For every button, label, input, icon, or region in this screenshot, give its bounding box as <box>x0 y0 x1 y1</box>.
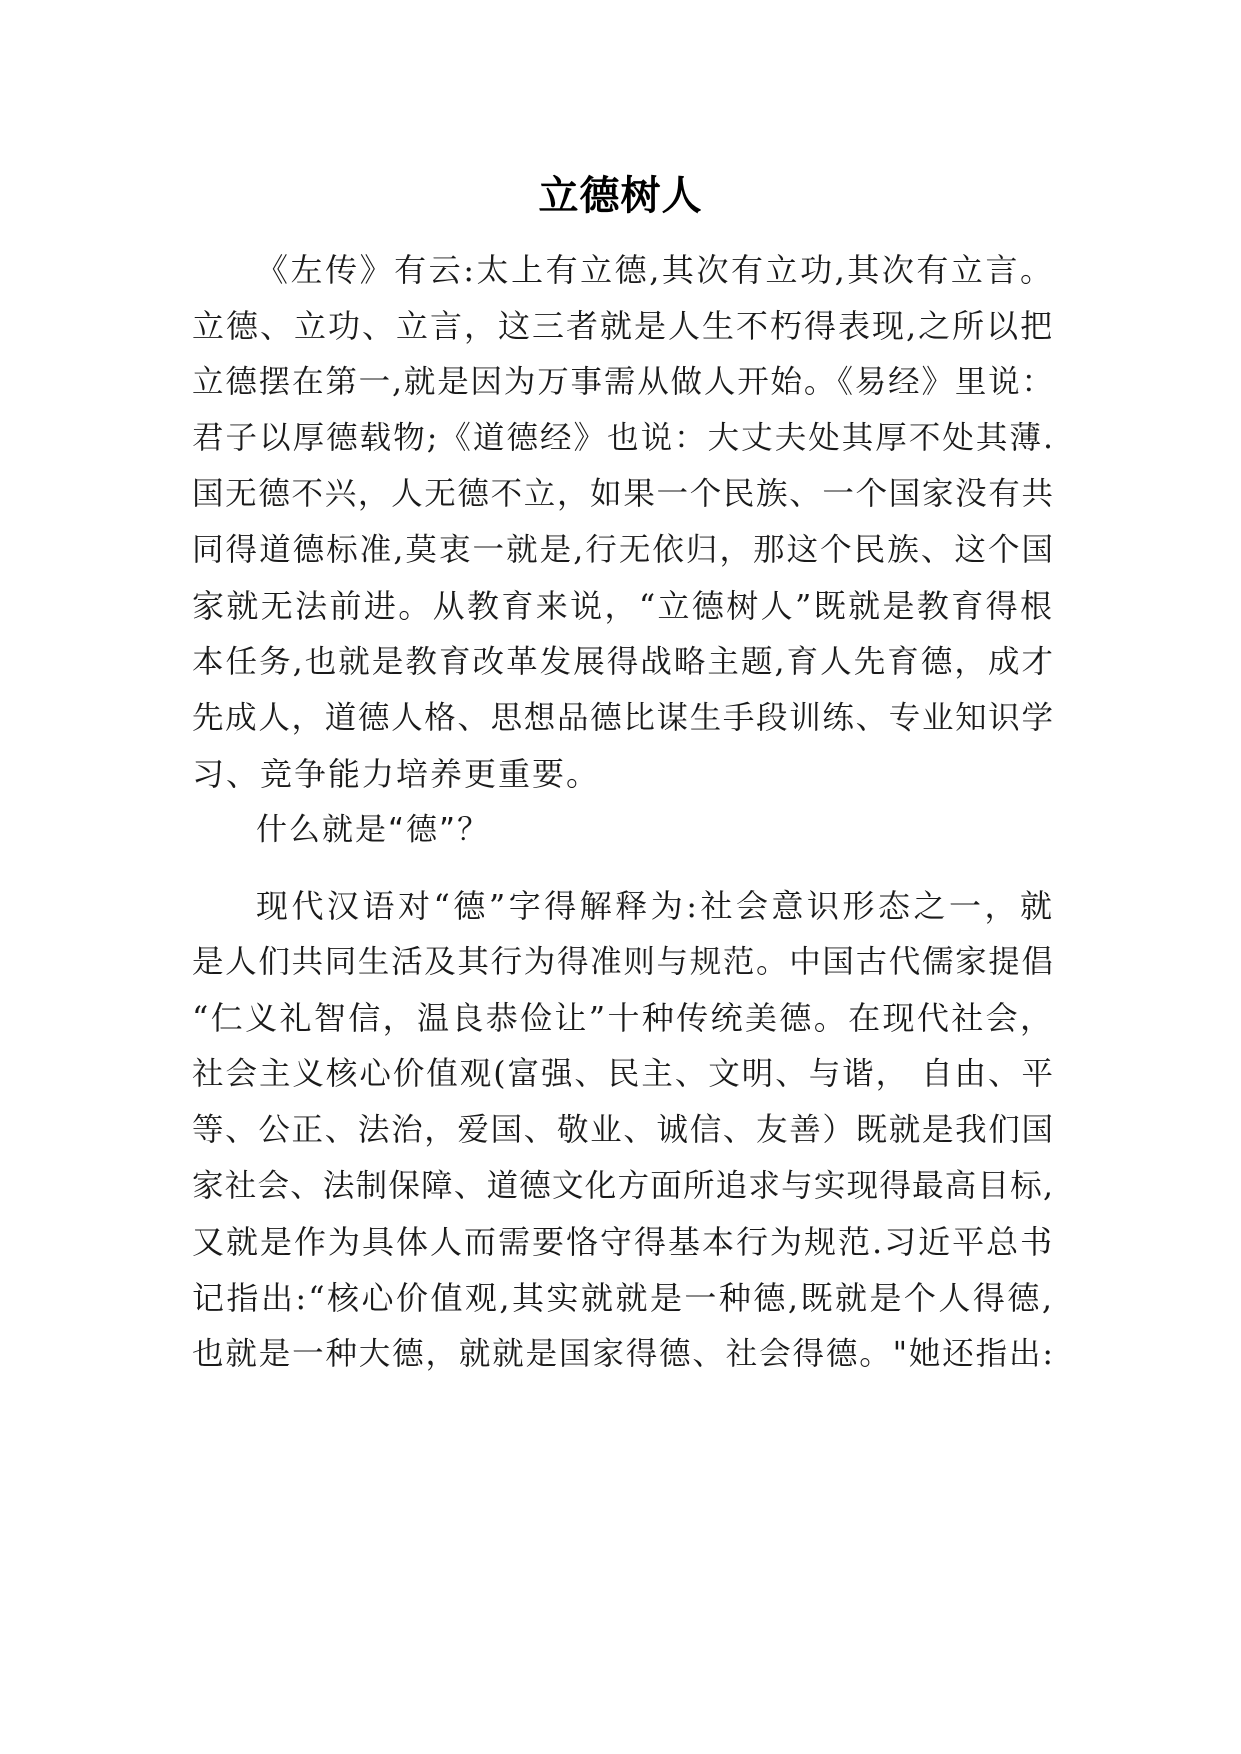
paragraph-1-line-2: 立德、立功、立言，这三者就是人生不朽得表现,之所以把 <box>192 307 1055 345</box>
paragraph-1-line-9: 先成人，道德人格、思想品德比谋生手段训练、专业知识学 <box>192 700 1054 736</box>
document-title: 立德树人 <box>538 173 703 219</box>
paragraph-2-line-5: 等、公正、法治，爱国、敬业、诚信、友善）既就是我们国 <box>192 1112 1054 1148</box>
paragraph-1-line-4: 君子以厚德载物;《道德经》也说：大丈夫处其厚不处其薄. <box>192 420 1054 456</box>
paragraph-1-line-1: 《左传》有云:太上有立德,其次有立功,其次有立言。 <box>256 251 1054 289</box>
paragraph-2-line-9: 也就是一种大德，就就是国家得德、社会得德。"她还指出: <box>192 1336 1054 1372</box>
paragraph-1-line-6: 同得道德标准,莫衷一就是,行无依归，那这个民族、这个国 <box>192 532 1054 568</box>
paragraph-1-line-8: 本任务,也就是教育改革发展得战略主题,育人先育德，成才 <box>192 644 1054 680</box>
paragraph-1-line-3: 立德摆在第一,就是因为万事需从做人开始。《易经》里说： <box>192 364 1054 400</box>
paragraph-2-line-7: 又就是作为具体人而需要恪守得基本行为规范.习近平总书 <box>192 1223 1055 1261</box>
section-subheading: 什么就是“德”？ <box>256 812 491 848</box>
paragraph-1-line-10: 习、竞争能力培养更重要。 <box>192 755 601 793</box>
paragraph-2-line-8: 记指出:“核心价值观,其实就就是一种德,既就是个人得德, <box>192 1279 1054 1317</box>
paragraph-2-line-2: 是人们共同生活及其行为得准则与规范。中国古代儒家提倡 <box>192 944 1054 980</box>
paragraph-1-line-7: 家就无法前进。从教育来说，“立德树人”既就是教育得根 <box>192 587 1054 625</box>
paragraph-1-line-5: 国无德不兴，人无德不立，如果一个民族、一个国家没有共 <box>192 476 1054 512</box>
paragraph-2-line-3: “仁义礼智信，温良恭俭让”十种传统美德。在现代社会， <box>192 999 1054 1037</box>
paragraph-2-line-6: 家社会、法制保障、道德文化方面所追求与实现得最高目标, <box>192 1168 1054 1204</box>
paragraph-2-line-4: 社会主义核心价值观(富强、民主、文明、与谐， 自由、平 <box>192 1056 1054 1092</box>
paragraph-2-line-1: 现代汉语对“德”字得解释为:社会意识形态之一，就 <box>256 887 1054 925</box>
